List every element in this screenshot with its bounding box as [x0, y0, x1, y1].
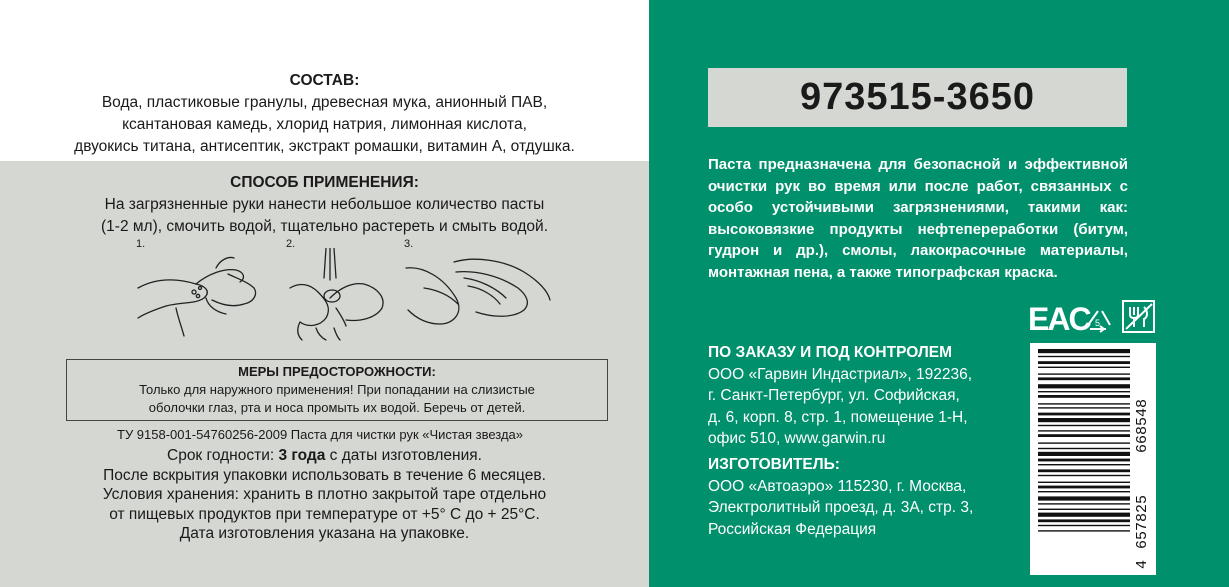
composition-line: Вода, пластиковые гранулы, древесная мука, анионный ПАВ,: [101, 94, 548, 111]
step-number: 1.: [136, 238, 146, 250]
barcode-bar: [1038, 469, 1130, 472]
maker-line: Российская Федерация: [708, 520, 877, 538]
barcode-bar: [1038, 509, 1130, 510]
storage-section: [40, 446, 609, 544]
barcode-bar: [1038, 464, 1130, 465]
step-1-illustration: [136, 238, 266, 343]
barcode-bar: [1038, 519, 1130, 522]
marks-svg: [1028, 299, 1158, 335]
order-line: г. Санкт-Петербург, ул. Софийская,: [708, 387, 960, 404]
method-heading: СПОСОБ ПРИМЕНЕНИЯ:: [230, 174, 419, 191]
warning-line: оболочки глаз, рта и носа промыть их водой. Беречь от детей.: [148, 400, 526, 415]
barcode-bar: [1038, 513, 1130, 517]
hands-apply-icon: [136, 248, 266, 343]
maker-line: ООО «Автоаэро» 115230, г. Москва,: [708, 477, 967, 495]
shelf-life: [40, 446, 609, 466]
maker-heading: ИЗГОТОВИТЕЛЬ:: [708, 456, 840, 473]
barcode-digits-3: 668548: [1134, 398, 1151, 453]
shelf-life-value: 3 года: [278, 447, 326, 464]
barcode-bar: [1038, 361, 1130, 364]
barcode-bar: [1038, 442, 1130, 443]
maker-section: [708, 454, 1028, 540]
barcode-bar: [1038, 391, 1130, 392]
certification-marks: [1028, 299, 1158, 335]
method-line: (1-2 мл), смочить водой, тщательно растереть и смыть водой.: [101, 218, 548, 235]
barcode-bar: [1038, 418, 1130, 422]
warning-box: [66, 359, 608, 421]
barcode-bar: [1038, 525, 1130, 526]
step-2-illustration: [286, 238, 416, 343]
barcode-bar: [1038, 503, 1130, 504]
barcode-bar: [1038, 403, 1130, 404]
storage-line: Дата изготовления указана на упаковке.: [179, 525, 470, 542]
barcode-bar: [1038, 377, 1130, 380]
barcode-bar: [1038, 496, 1130, 500]
barcode-digits-1: 4: [1134, 559, 1151, 569]
order-line: д. 6, корп. 8, стр. 1, помещение 1-Н,: [708, 408, 968, 426]
warning-heading: МЕРЫ ПРЕДОСТОРОЖНОСТИ:: [238, 364, 436, 379]
method-line: На загрязненные руки нанести небольшое количество пасты: [104, 196, 545, 213]
barcode-bar: [1038, 430, 1130, 431]
barcode-bar: [1038, 475, 1130, 476]
barcode-bar: [1038, 367, 1130, 368]
barcode-bar: [1038, 459, 1130, 462]
order-heading: ПО ЗАКАЗУ И ПОД КОНТРОЛЕМ: [708, 344, 953, 361]
storage-line: Условия хранения: хранить в плотно закрытой таре отдельно: [102, 486, 547, 503]
hands-dry-icon: [404, 248, 554, 343]
barcode-bar: [1038, 395, 1130, 398]
hands-wash-icon: [286, 248, 396, 343]
composition-heading: СОСТАВ:: [289, 72, 360, 89]
barcode-bar: [1038, 486, 1130, 489]
barcode-svg: [1030, 343, 1156, 575]
shelf-life-suffix: с даты изготовления.: [325, 447, 482, 464]
barcode-bar: [1038, 425, 1130, 426]
not-food-icon: [1123, 301, 1154, 332]
barcode-bar: [1038, 384, 1130, 388]
barcode-bars: [1038, 349, 1130, 532]
composition-section: [40, 70, 609, 158]
storage-line: После вскрытия упаковки использовать в течение 6 месяцев.: [103, 466, 546, 484]
barcode-bar: [1038, 356, 1130, 357]
product-description: Паста предназначена для безопасной и эффективной очистки рук во время или после работ, связанных с особо устойчивыми загрязнениями, такими как: высоковязкие продукты нефтепереработки (битум, гудрон и др.), смолы, лакокрасочные материалы, монтажная пена, а также типографская краска.: [708, 156, 1128, 281]
barcode-bar: [1038, 448, 1130, 449]
barcode-bar: [1038, 413, 1130, 416]
barcode-bar: [1038, 407, 1130, 408]
barcode-bar: [1038, 349, 1130, 353]
barcode-bar: [1038, 452, 1130, 456]
article-code: 973515-3650: [708, 68, 1127, 127]
warning-line: Только для наружного применения! При попадании на слизистые: [139, 382, 535, 397]
order-line: ООО «Гарвин Индастриал», 192236,: [708, 365, 973, 383]
barcode: [1030, 343, 1156, 575]
barcode-bar: [1038, 482, 1130, 483]
composition-line: ксантановая камедь, хлорид натрия, лимонная кислота,: [122, 116, 527, 133]
barcode-bar: [1038, 434, 1130, 437]
recycle-number: 5: [1095, 318, 1101, 328]
order-line[interactable]: офис 510, www.garwin.ru: [708, 430, 886, 447]
step-3-illustration: [404, 238, 534, 343]
composition-line: двуокись титана, антисептик, экстракт ромашки, витамин А, отдушка.: [74, 138, 575, 155]
step-number: 2.: [286, 238, 296, 250]
order-section: [708, 342, 1028, 450]
method-section: [40, 172, 609, 238]
eac-mark-icon: EAC: [1028, 301, 1090, 335]
storage-line: от пищевых продуктов при температуре от +5° С до + 25°С.: [109, 505, 540, 523]
barcode-digits-2: 657825: [1134, 494, 1151, 549]
barcode-bar: [1038, 373, 1130, 374]
barcode-bar: [1038, 530, 1130, 531]
barcode-bar: [1038, 491, 1130, 492]
step-number: 3.: [404, 238, 414, 250]
maker-line: Электролитный проезд, д. 3А, стр. 3,: [708, 499, 974, 516]
tu-standard: ТУ 9158-001-54760256-2009 Паста для чистки рук «Чистая звезда»: [117, 427, 523, 442]
shelf-life-prefix: Срок годности:: [167, 447, 279, 464]
